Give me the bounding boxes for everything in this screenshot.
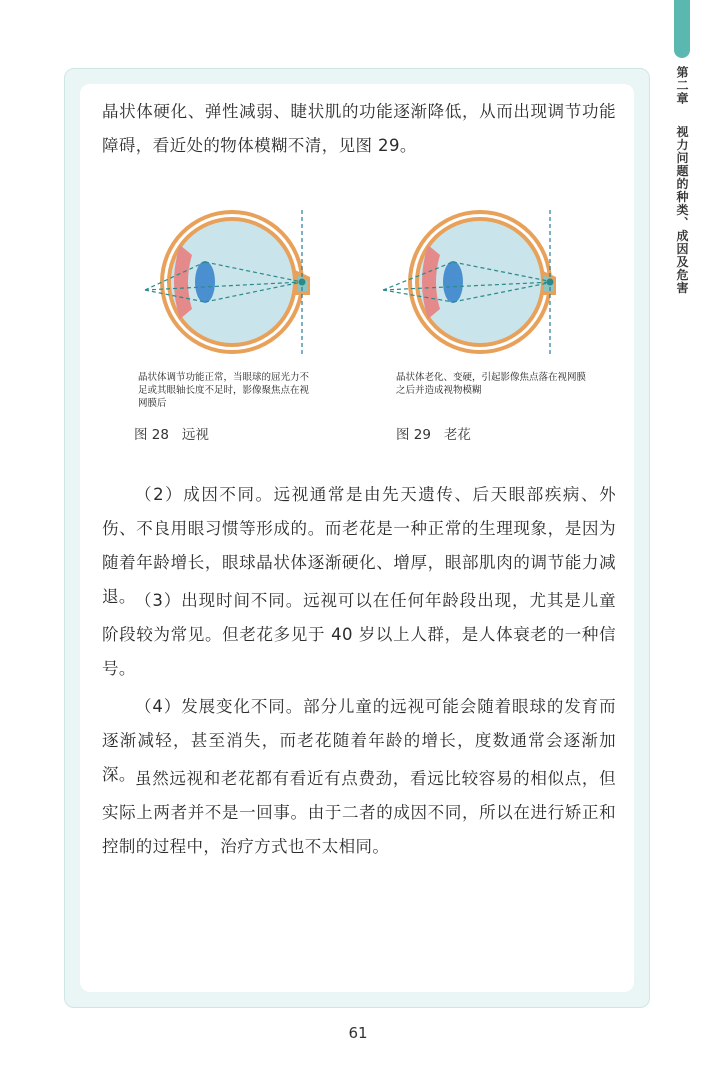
paragraph-cause: （2）成因不同。远视通常是由先天遗传、后天眼部疾病、外伤、不良用眼习惯等形成的。而老花是一种正常的生理现象，是因为随着年龄增长，眼球晶状体逐渐硬化、增厚，眼部肌肉的调节能力减退。 [102, 485, 616, 606]
chapter-number: 第二章 [675, 66, 689, 105]
figure-28-caption: 晶状体调节功能正常，当眼球的屈光力不足或其眼轴长度不足时，影像聚焦点在视网膜后 [138, 372, 310, 409]
paragraph-intro: 晶状体硬化、弹性减弱、睫状肌的功能逐渐降低，从而出现调节功能障碍，看近处的物体模糊不清，见图 29。 [102, 102, 616, 155]
chapter-running-title [673, 66, 691, 294]
figure-29-label: 图 29 老花 [396, 427, 471, 443]
figure-28-label: 图 28 远视 [134, 427, 209, 443]
paragraph-onset: （3）出现时间不同。远视可以在任何年龄段出现，尤其是儿童阶段较为常见。但老花多见于 40 岁以上人群，是人体衰老的一种信号。 [102, 591, 616, 678]
figure-29-caption: 晶状体老化、变硬，引起影像焦点落在视网膜之后并造成视物模糊 [396, 372, 587, 396]
page-number: 61 [348, 1024, 368, 1042]
paragraph-progression: （4）发展变化不同。部分儿童的远视可能会随着眼球的发育而逐渐减轻，甚至消失，而老花随着年龄的增长，度数通常会逐渐加深。 [102, 697, 616, 784]
figure-28-hyperopia-diagram [140, 205, 330, 360]
chapter-tab [674, 0, 690, 58]
chapter-title: 视力问题的种类、成因及危害 [675, 125, 689, 295]
paragraph-conclusion: 虽然远视和老花都有看近有点费劲，看远比较容易的相似点，但实际上两者并不是一回事。由于二者的成因不同，所以在进行矫正和控制的过程中，治疗方式也不太相同。 [102, 769, 616, 856]
figure-29-presbyopia-diagram [378, 205, 568, 360]
